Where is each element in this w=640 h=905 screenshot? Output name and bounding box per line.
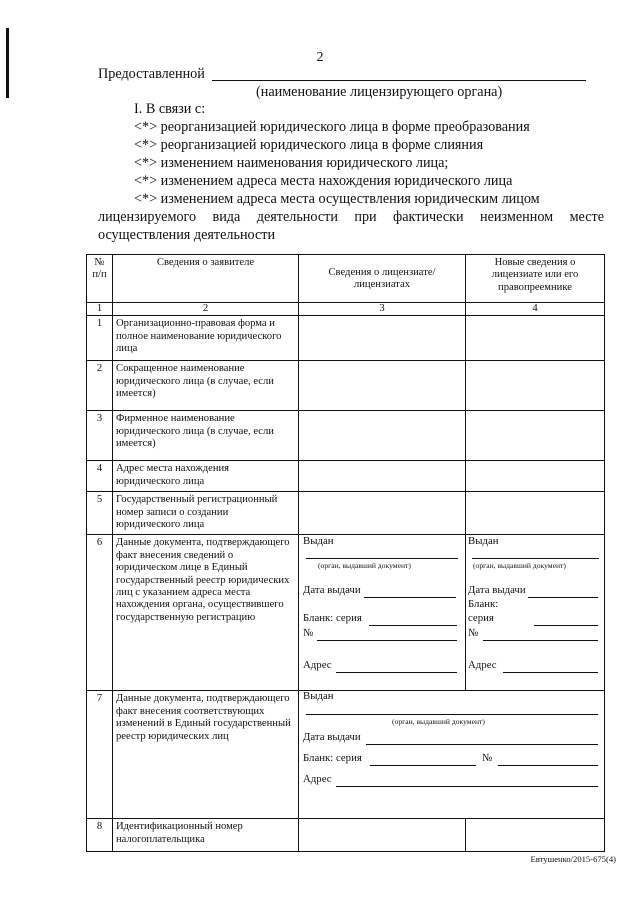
row-number: 5 (87, 492, 113, 535)
row-label: Сокращенное наименование юридического лица (в случае, если имеется) (113, 361, 299, 411)
series-line[interactable] (370, 765, 476, 766)
number-line[interactable] (317, 640, 457, 641)
issue-date-label: Дата выдачи (303, 584, 361, 596)
option-name-change: <*> изменением наименования юридического лица; (134, 155, 449, 171)
option-merger: <*> реорганизацией юридического лица в форме слияния (134, 137, 484, 153)
series-line[interactable] (534, 625, 598, 626)
form-series-label: Бланк: серия (303, 612, 362, 624)
issuing-body-caption: (орган, выдавший документ) (392, 717, 485, 726)
number-label: № (468, 627, 479, 639)
col-number: 1 (87, 303, 113, 316)
row-label: Адрес места нахождения юридического лица (113, 461, 299, 492)
number-label: № (303, 627, 314, 639)
licensing-body-line (212, 80, 586, 81)
issue-date-label: Дата выдачи (468, 584, 526, 596)
new-info-cell[interactable] (466, 492, 605, 535)
issuing-body-caption: (орган, выдавший документ) (318, 561, 411, 570)
licensee-cell[interactable] (299, 461, 466, 492)
address-label: Адрес (303, 659, 332, 671)
column-number-row (87, 303, 605, 316)
table-row (87, 411, 605, 461)
option-activity-address: <*> изменением адреса места осуществления юридическим лицом (134, 191, 540, 207)
number-line[interactable] (498, 765, 598, 766)
table-row (87, 819, 605, 852)
issue-date-line[interactable] (364, 597, 456, 598)
footer-code: Евтушенко/2015-675(4) (530, 854, 616, 864)
table-row (87, 316, 605, 361)
licensee-cell[interactable] (299, 411, 466, 461)
section-heading: I. В связи с: (134, 101, 206, 117)
issued-line[interactable] (306, 558, 458, 559)
number-line[interactable] (483, 640, 598, 641)
row-number: 1 (87, 316, 113, 361)
row-number: 7 (87, 691, 113, 819)
row-number: 8 (87, 819, 113, 852)
issued-line[interactable] (472, 558, 599, 559)
row-label: Государственный регистрационный номер записи о создании юридического лица (113, 492, 299, 535)
address-line[interactable] (336, 786, 598, 787)
series-line[interactable] (369, 625, 457, 626)
row-number: 4 (87, 461, 113, 492)
new-info-cell[interactable] (466, 361, 605, 411)
row-number: 6 (87, 535, 113, 691)
new-info-cell[interactable] (466, 819, 605, 852)
new-info-cell[interactable] (466, 411, 605, 461)
row-number: 3 (87, 411, 113, 461)
licensee-cell[interactable] (299, 361, 466, 411)
issued-label: Выдан (468, 535, 499, 547)
licensee-cell[interactable] (299, 492, 466, 535)
licensing-body-caption: (наименование лицензирующего органа) (256, 84, 503, 100)
row-label: Данные документа, подтверждающего факт внесения сведений о юридическом лице в Единый государственный реестр юридических лиц с указанием адреса места нахождения органа, осуществившего государственную регистрацию (113, 535, 299, 691)
row-label: Данные документа, подтверждающего факт внесения соответствующих изменений в Единый государственный реестр юридических лиц (113, 691, 299, 819)
form-label: Бланк: (468, 598, 499, 610)
col-number: 4 (466, 303, 605, 316)
issued-label: Выдан (303, 690, 334, 702)
issued-line[interactable] (306, 714, 598, 715)
licensee-cell[interactable] (299, 316, 466, 361)
address-label: Адрес (303, 773, 332, 785)
header-num: № п/п (87, 255, 113, 303)
form-series-label: Бланк: серия (303, 752, 362, 764)
row-number: 2 (87, 361, 113, 411)
issuing-body-caption: (орган, выдавший документ) (473, 561, 566, 570)
col-number: 3 (299, 303, 466, 316)
table-row (87, 461, 605, 492)
table-row (87, 361, 605, 411)
address-line[interactable] (503, 672, 598, 673)
number-label: № (482, 752, 493, 764)
issue-date-label: Дата выдачи (303, 731, 361, 743)
licensee-cell[interactable] (299, 819, 466, 852)
header-applicant: Сведения о заявителе (113, 255, 299, 303)
provided-label: Предоставленной (98, 66, 205, 82)
table-row (87, 492, 605, 535)
header-licensee: Сведения о лицензиате/лицензиатах (299, 255, 466, 303)
new-info-cell[interactable] (466, 461, 605, 492)
continuation-line-2: осуществления деятельности (98, 227, 276, 243)
col-number: 2 (113, 303, 299, 316)
address-label: Адрес (468, 659, 497, 671)
option-address-change: <*> изменением адреса места нахождения юридического лица (134, 173, 513, 189)
address-line[interactable] (336, 672, 457, 673)
continuation-line-1: лицензируемого вида деятельности при фактически неизменном месте (98, 209, 604, 225)
table-header-row (87, 255, 605, 303)
header-new-info: Новые сведения о лицензиате или его правопреемнике (466, 255, 605, 303)
issue-date-line[interactable] (528, 597, 598, 598)
series-label: серия (468, 612, 494, 624)
issue-date-line[interactable] (366, 744, 598, 745)
issued-label: Выдан (303, 535, 334, 547)
row-label: Организационно-правовая форма и полное наименование юридического лица (113, 316, 299, 361)
new-info-cell[interactable] (466, 316, 605, 361)
page-number: 2 (316, 50, 324, 65)
option-transformation: <*> реорганизацией юридического лица в форме преобразования (134, 119, 530, 135)
row-label: Фирменное наименование юридического лица (в случае, если имеется) (113, 411, 299, 461)
row-label: Идентификационный номер налогоплательщика (113, 819, 299, 852)
